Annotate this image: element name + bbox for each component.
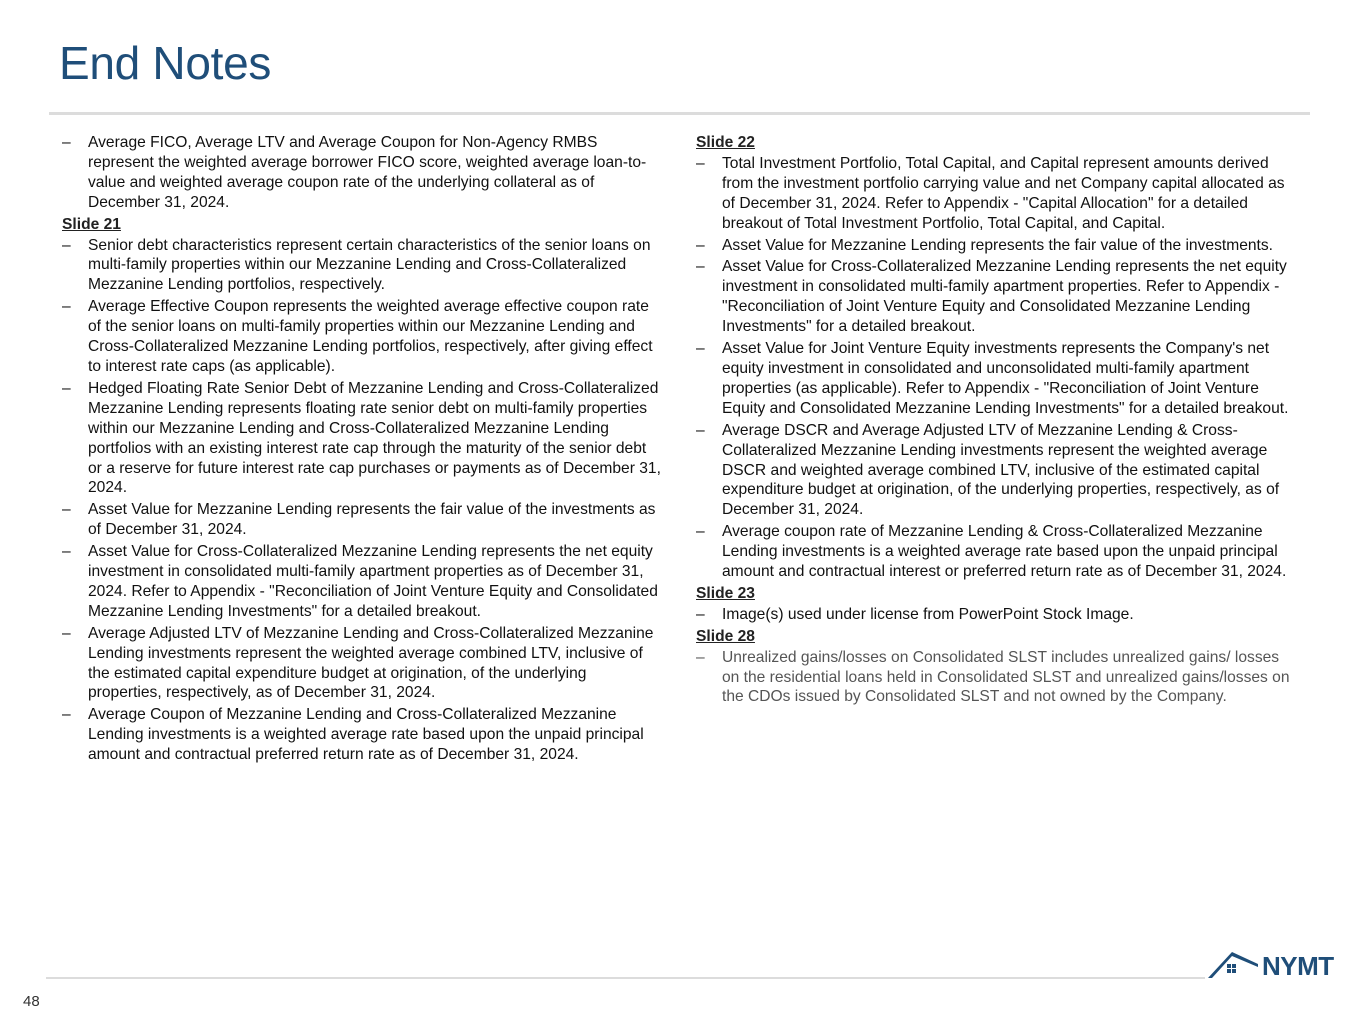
- note-item: – Unrealized gains/losses on Consolidated SLST includes unrealized gains/ losses on the residential loans held in Consolidated SLST and unrealized gains/losses on the CDOs issued by Consolidated SLST and not owned by the Company.: [696, 648, 1290, 706]
- slide-28-notes-list: [696, 648, 1292, 708]
- slide-28-heading: Slide 28: [696, 627, 755, 645]
- slide-23-heading: Slide 23: [696, 584, 755, 602]
- dash-bullet-icon: –: [696, 648, 705, 666]
- slide-21-heading: Slide 21: [62, 215, 121, 233]
- company-logo: [1206, 948, 1346, 982]
- footer-divider: [46, 977, 1205, 979]
- note-item: – Average coupon rate of Mezzanine Lending & Cross-Collateralized Mezzanine Lending investments is a weighted average rate based upon the unpaid principal amount and contractual interest or preferred return rate as of December 31, 2024.: [696, 523, 1287, 581]
- note-item: – Average Adjusted LTV of Mezzanine Lending and Cross-Collateralized Mezzanine Lending investments represent the weighted average combined LTV, inclusive of the estimated capital expenditure budget at origination, of the underlying properties, respectively, as of December 31, 2024.: [62, 624, 654, 702]
- logo-wordmark: NYMT: [1262, 951, 1334, 981]
- note-item: – Average DSCR and Average Adjusted LTV of Mezzanine Lending & Cross-Collateralized Mezzanine Lending investments represent the weighted average DSCR and weighted average combined LTV, inclusive of the estimated capital expenditure budget at origination, of the underlying properties, respectively, as of December 31, 2024.: [696, 421, 1280, 519]
- dash-bullet-icon: –: [696, 154, 705, 172]
- dash-bullet-icon: –: [62, 501, 71, 519]
- note-item: – Average Effective Coupon represents the weighted average effective coupon rate of the senior loans on multi-family properties within our Mezzanine Lending and Cross-Collateralized Mezzanine Lending portfolios, respectively, after giving effect to interest rate caps (as applicable).: [62, 298, 653, 375]
- dash-bullet-icon: –: [62, 134, 71, 151]
- dash-bullet-icon: –: [696, 523, 705, 541]
- note-item: – Senior debt characteristics represent certain characteristics of the senior loans on multi-family properties within our Mezzanine Lending and Cross-Collateralized Mezzanine Lending portfolios, respectively.: [62, 236, 651, 294]
- note-item: – Asset Value for Mezzanine Lending represents the fair value of the investments.: [696, 236, 1273, 254]
- note-item: – Hedged Floating Rate Senior Debt of Mezzanine Lending and Cross-Collateralized Mezzanine Lending represents floating rate senior debt on multi-family properties within our Mezzanine Lending and Cross-Collateralized Mezzanine Lending portfolios with an existing interest rate cap through the maturity of the senior debt or a reserve for future interest rate cap purchases or payments as of December 31, 2024.: [62, 379, 661, 497]
- page-number: 48: [23, 993, 40, 1010]
- dash-bullet-icon: –: [696, 421, 705, 439]
- dash-bullet-icon: –: [696, 340, 705, 358]
- dash-bullet-icon: –: [62, 236, 71, 254]
- dash-bullet-icon: –: [62, 706, 71, 724]
- note-item: – Asset Value for Cross-Collateralized Mezzanine Lending represents the net equity investment in consolidated multi-family apartment properties as of December 31, 2024. Refer to Appendix - "Reconciliation of Joint Venture Equity and Consolidated Mezzanine Lending Investments" for a detailed breakout.: [62, 543, 658, 620]
- note-item: – Average Coupon of Mezzanine Lending and Cross-Collateralized Mezzanine Lending investments is a weighted average rate based upon the unpaid principal amount and contractual preferred return rate as of December 31, 2024.: [62, 706, 644, 764]
- dash-bullet-icon: –: [696, 605, 705, 623]
- dash-bullet-icon: –: [62, 624, 71, 642]
- slide-23-notes-list: [696, 605, 1292, 625]
- note-item: – Total Investment Portfolio, Total Capital, and Capital represent amounts derived from the investment portfolio carrying value and net Company capital allocated as of December 31, 2024. Refer to Appendix - "Capital Allocation" for a detailed breakout of Total Investment Portfolio, Total Capital, and Capital.: [696, 154, 1285, 232]
- dash-bullet-icon: –: [696, 236, 705, 254]
- page-title: End Notes: [59, 37, 272, 89]
- dash-bullet-icon: –: [696, 258, 705, 276]
- dash-bullet-icon: –: [62, 298, 71, 316]
- slide-22-heading: Slide 22: [696, 134, 755, 151]
- note-item: – Asset Value for Joint Venture Equity investments represents the Company's net equity investment in consolidated and unconsolidated multi-family apartment properties (as applicable). Refer to Appendix - "Reconciliation of Joint Venture Equity and Consolidated Mezzanine Lending Investments" for a detailed breakout.: [696, 340, 1289, 417]
- note-item: – Average FICO, Average LTV and Average Coupon for Non-Agency RMBS represent the weighted average borrower FICO score, weighted average loan-to-value and weighted average coupon rate of the underlying collateral as of December 31, 2024.: [62, 134, 647, 211]
- slide-21-notes-list: [62, 236, 662, 766]
- right-notes-column: [696, 133, 1292, 709]
- dash-bullet-icon: –: [62, 379, 71, 397]
- house-roof-icon: [1206, 948, 1262, 982]
- note-item: – Asset Value for Mezzanine Lending represents the fair value of the investments as of December 31, 2024.: [62, 501, 656, 539]
- left-notes-column: [62, 133, 662, 767]
- slide-22-notes-list: [696, 154, 1292, 582]
- intro-notes-list: [62, 133, 662, 213]
- dash-bullet-icon: –: [62, 543, 71, 561]
- note-item: – Asset Value for Cross-Collateralized Mezzanine Lending represents the net equity investment in consolidated multi-family apartment properties. Refer to Appendix - "Reconciliation of Joint Venture Equity and Consolidated Mezzanine Lending Investments" for a detailed breakout.: [696, 258, 1287, 336]
- title-divider: [49, 112, 1310, 115]
- note-item: – Image(s) used under license from PowerPoint Stock Image.: [696, 605, 1134, 623]
